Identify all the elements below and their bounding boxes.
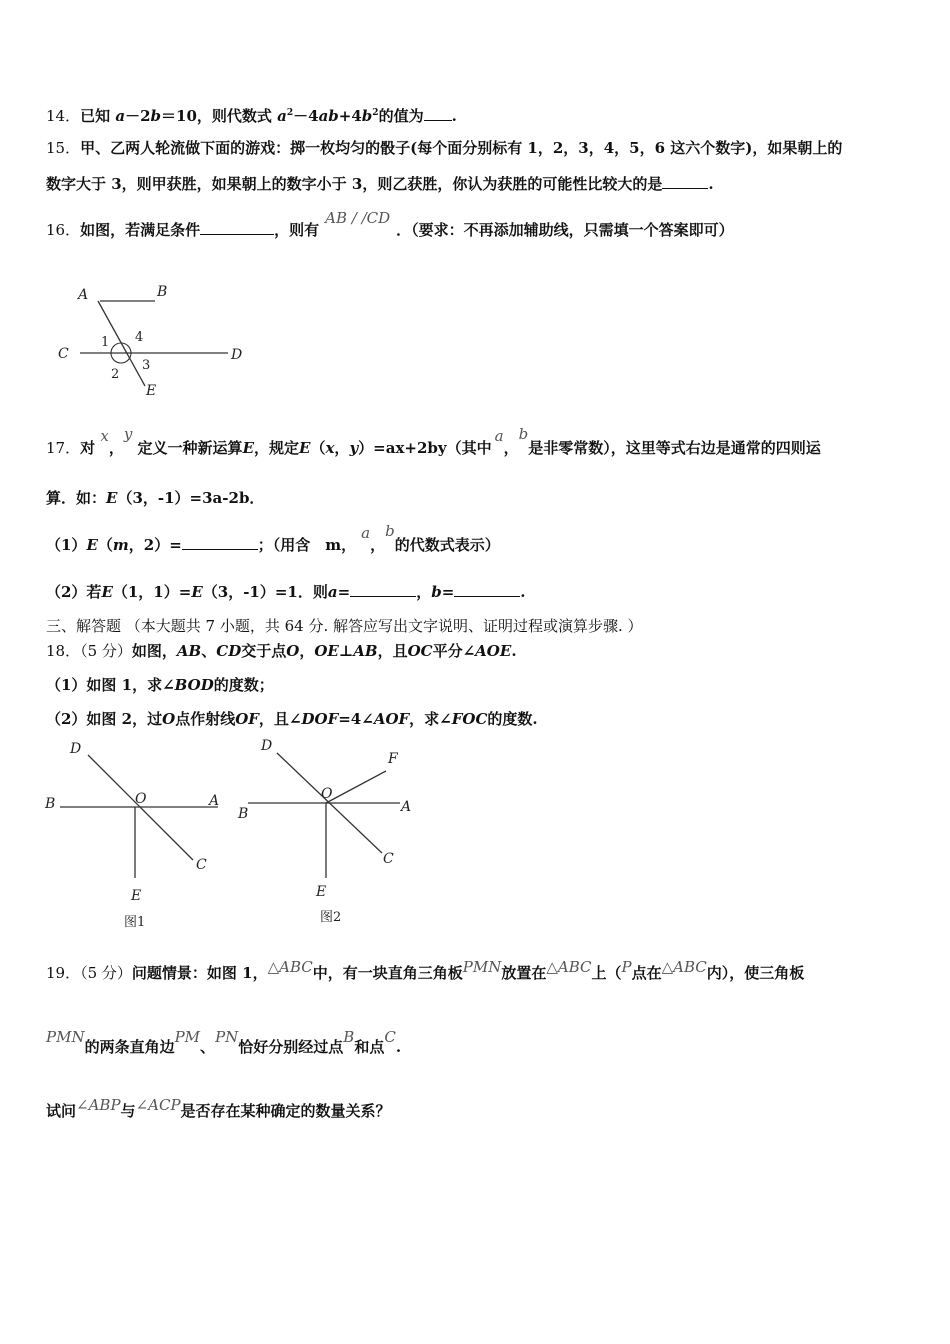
answer-blank[interactable] xyxy=(182,535,258,550)
question-17-line-2: 算．如：E（3，-1）=3a-2b． xyxy=(46,489,265,507)
question-number: 17． xyxy=(46,439,81,457)
point-label-b: B xyxy=(157,284,168,300)
angle-label-1: 1 xyxy=(101,335,110,350)
q18-figure-2 xyxy=(230,733,430,933)
point-label-e: E xyxy=(131,888,142,904)
angle-label-3: 3 xyxy=(142,358,151,373)
point-label-a: A xyxy=(401,799,412,815)
point-label-c: C xyxy=(383,851,394,867)
question-15-line-2: 数字大于 3，则甲获胜，如果朝上的数字小于 3，则乙获胜，你认为获胜的可能性比较大的是 . xyxy=(46,175,714,193)
point-label-c: C xyxy=(58,346,69,362)
formula-ab-parallel-cd: AB / /CD xyxy=(325,209,391,227)
section-heading: 三、解答题 （本大题共 7 小题，共 64 分. 解答应写出文字说明、证明过程或演算步骤. ） xyxy=(46,617,643,635)
question-18: 18．（5 分）如图，AB、CD交于点O，OE⊥AB，且OC平分∠AOE. xyxy=(46,642,517,660)
q18-figure-1 xyxy=(40,735,230,935)
q16-figure xyxy=(50,278,260,403)
question-15-line-1: 15．甲、乙两人轮流做下面的游戏：掷一枚均匀的骰子(每个面分别标有 1，2，3，4，5，6 这六个数字)，如果朝上的 xyxy=(46,139,843,157)
angle-label-4: 4 xyxy=(135,330,144,345)
point-label-o: O xyxy=(321,786,333,802)
point-label-c: C xyxy=(196,857,207,873)
point-label-f: F xyxy=(388,751,398,767)
point-label-b: B xyxy=(238,806,249,822)
point-label-b: B xyxy=(45,796,56,812)
point-label-d: D xyxy=(231,347,243,363)
answer-blank[interactable] xyxy=(424,106,452,121)
angle-label-2: 2 xyxy=(111,367,120,382)
point-label-e: E xyxy=(146,383,157,399)
answer-blank-a[interactable] xyxy=(350,582,416,597)
point-label-o: O xyxy=(135,791,147,807)
question-19-line-2: PMN的两条直角边PM、PN恰好分别经过点B和点C. xyxy=(46,1028,402,1056)
answer-blank[interactable] xyxy=(662,174,708,189)
question-17-line-1: 17．对 x，y 定义一种新运算E，规定E（x，y）=ax+2by（其中a，b是非零常数），这里等式右边是通常的四则运 xyxy=(46,425,821,457)
question-18-part-2: （2）如图 2，过O点作射线OF，且∠DOF=4∠AOF，求∠FOC的度数. xyxy=(46,710,538,728)
question-19-line-1: 19．（5 分）问题情景：如图 1，△ABC中，有一块直角三角板PMN放置在△ABC上（P点在△ABC内），使三角板 xyxy=(46,958,805,982)
question-14: 14．已知 a－2b＝10，则代数式 $a^2-4ab+4b^2$的值为 . xyxy=(46,107,457,125)
answer-blank[interactable] xyxy=(200,220,274,235)
question-17-part-1: （1）E（m，2）= ；（用含 m，a，b的代数式表示） xyxy=(46,522,500,554)
question-19-line-3: 试问∠ABP与∠ACP是否存在某种确定的数量关系？ xyxy=(46,1096,391,1120)
question-number: 18． xyxy=(46,642,81,660)
point-label-d: D xyxy=(261,738,273,754)
point-label-a: A xyxy=(209,793,220,809)
point-label-a: A xyxy=(78,287,89,303)
figure-caption: 图2 xyxy=(320,910,342,925)
question-number: 14． xyxy=(46,107,81,125)
question-16: 16．如图，若满足条件 ，则有AB / /CD．（要求：不再添加辅助线，只需填一个答案即可） xyxy=(46,209,734,239)
point-label-d: D xyxy=(70,741,82,757)
question-number: 19． xyxy=(46,964,81,982)
point-label-e: E xyxy=(316,884,327,900)
figure-caption: 图1 xyxy=(124,915,146,930)
ray-of xyxy=(326,771,386,803)
question-18-part-1: （1）如图 1，求∠BOD的度数； xyxy=(46,676,274,694)
question-number: 16． xyxy=(46,221,81,239)
question-number: 15． xyxy=(46,139,81,157)
answer-blank-b[interactable] xyxy=(454,582,520,597)
question-17-part-2: （2）若E（1，1）=E（3，-1）=1．则a= ，b= . xyxy=(46,583,526,601)
